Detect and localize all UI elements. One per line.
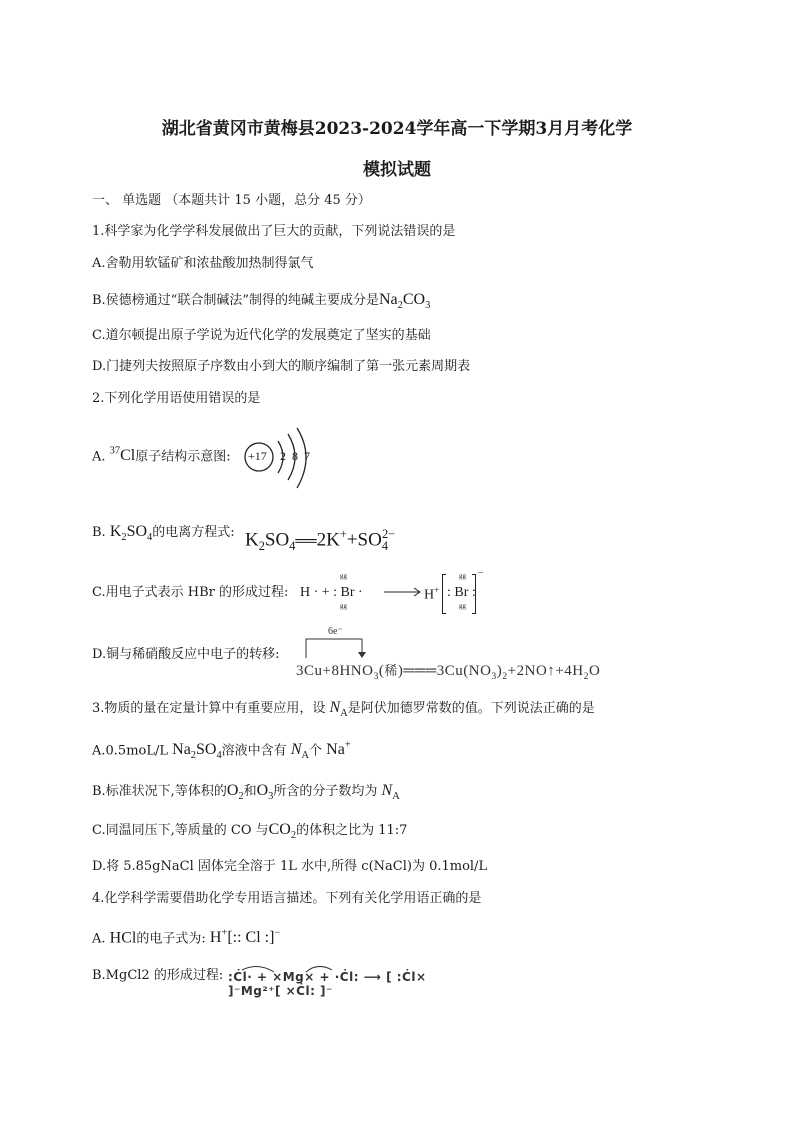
q3-b-b: 所含的分子数均为 xyxy=(273,784,378,799)
q3-a-mid: 溶液中含有 xyxy=(221,743,287,759)
hcl-electron-formula: H+[:: Cl :]− xyxy=(209,928,281,947)
symbol-na-1: $N_A$ xyxy=(329,699,348,720)
dilute-label: 稀 xyxy=(384,664,398,679)
q2-option-d: D.铜与稀硝酸反应中电子的转移: xyxy=(92,647,280,662)
q3-stem-a: 3.物质的量在定量计算中有重要应用，设 xyxy=(92,701,326,716)
q3-option-d: D.将 5.85gNaCl 固体完全溶于 1L 水中,所得 c(NaCl)为 0.1mol/L xyxy=(92,859,488,874)
copper-nitric-equation: $3Cu+8HNO_3$(稀)$═══3Cu(NO_3)_2+2NO↑+4H_2O$ xyxy=(296,663,601,682)
q1-option-d: D.门捷列夫按照原子序数由小到大的顺序编制了第一张元素周期表 xyxy=(92,359,471,374)
ion-na-plus: Na+ xyxy=(326,740,351,759)
q4-b-text: B.MgCl2 的形成过程: xyxy=(92,968,224,983)
electron-count: 6e⁻ xyxy=(328,626,343,637)
ionization-equation: $K_2SO_4══2K^++SO_4^{2-}$ xyxy=(245,527,396,554)
page-subtitle: 模拟试题 xyxy=(363,160,431,180)
q3-option-c xyxy=(92,820,407,843)
q2-a-prefix: A. xyxy=(92,449,106,465)
q4-a-prefix: A. xyxy=(92,931,106,947)
formula-na2so4: $Na_2SO_4$ xyxy=(172,741,222,762)
symbol-na-3: $N_A$ xyxy=(381,782,400,803)
q3-stem-b: 是阿伏加德罗常数的值。下列说法正确的是 xyxy=(347,701,595,716)
q3-option-b xyxy=(92,781,400,804)
q3-a-prefix: A.0.5moL/L xyxy=(92,743,168,759)
q2-option-c: C.用电子式表示 HBr 的形成过程: xyxy=(92,585,289,600)
q3-c-b: 的体积之比为 11:7 xyxy=(296,823,408,838)
formula-na2co3: $Na_2CO_3$ xyxy=(378,291,431,312)
q1-stem: 1.科学家为化学学科发展做出了巨大的贡献，下列说法错误的是 xyxy=(92,224,456,239)
symbol-na-2: $N_A$ xyxy=(290,741,309,762)
page-title: 湖北省黄冈市黄梅县2023-2024学年高一下学期3月月考化学 xyxy=(161,119,633,139)
q1-option-c: C.道尔顿提出原子学说为近代化学的发展奠定了坚实的基础 xyxy=(92,328,431,343)
q3-c-a: C.同温同压下,等质量的 CO 与 xyxy=(92,823,269,838)
q4-a-text: 的电子式为: xyxy=(136,931,206,947)
nucleus-charge: +17 xyxy=(248,449,267,463)
q2-stem: 2.下列化学用语使用错误的是 xyxy=(92,391,261,406)
q1-option-b xyxy=(92,290,430,313)
formula-o2: $O_2$ xyxy=(226,782,244,803)
formula-hcl: HCl xyxy=(109,929,137,947)
q2-option-b xyxy=(92,522,235,545)
q3-b-a: B.标准状况下,等体积的 xyxy=(92,784,227,799)
formula-o3: $O_3$ xyxy=(256,782,274,803)
q2-b-text: 的电离方程式: xyxy=(152,525,235,540)
q3-b-and: 和 xyxy=(243,784,257,799)
formula-co2: $CO_2$ xyxy=(268,821,297,842)
q2-a-text: 原子结构示意图: xyxy=(135,449,231,465)
q3-option-a xyxy=(92,740,351,763)
section-header: 一、 单选题 （本题共计 15 小题，总分 45 分） xyxy=(92,193,371,208)
atomic-structure-diagram xyxy=(240,426,320,496)
q3-stem xyxy=(92,698,595,721)
q2-b-prefix: B. xyxy=(92,525,106,540)
mgcl2-formation-diagram: :Ċl· + ×Mg× + ·Ċl: ⟶ [ :Ċl× ]⁻Mg²⁺[ ×Ċl: ]⁻ xyxy=(228,962,478,990)
formula-37cl: $^{37}$Cl xyxy=(109,446,136,465)
q4-option-a xyxy=(92,928,280,948)
q4-stem: 4.化学科学需要借助化学专用语言描述。下列有关化学用语正确的是 xyxy=(92,891,482,906)
q2-option-a xyxy=(92,446,231,466)
q4-option-b xyxy=(92,968,223,984)
formula-k2so4: $K_2SO_4$ xyxy=(109,523,153,544)
q3-a-end: 个 xyxy=(309,743,323,759)
hbr-electron-formula: H · + : Br · gg gg H+ : Br : gg gg − xyxy=(300,570,480,616)
q1-option-a: A.舍勒用软锰矿和浓盐酸加热制得氯气 xyxy=(92,256,314,271)
electron-transfer-diagram xyxy=(296,624,686,680)
electron-shells: 2 8 7 xyxy=(280,449,310,463)
q1-option-b-text: B.侯德榜通过“联合制碱法”制得的纯碱主要成分是 xyxy=(92,293,379,308)
